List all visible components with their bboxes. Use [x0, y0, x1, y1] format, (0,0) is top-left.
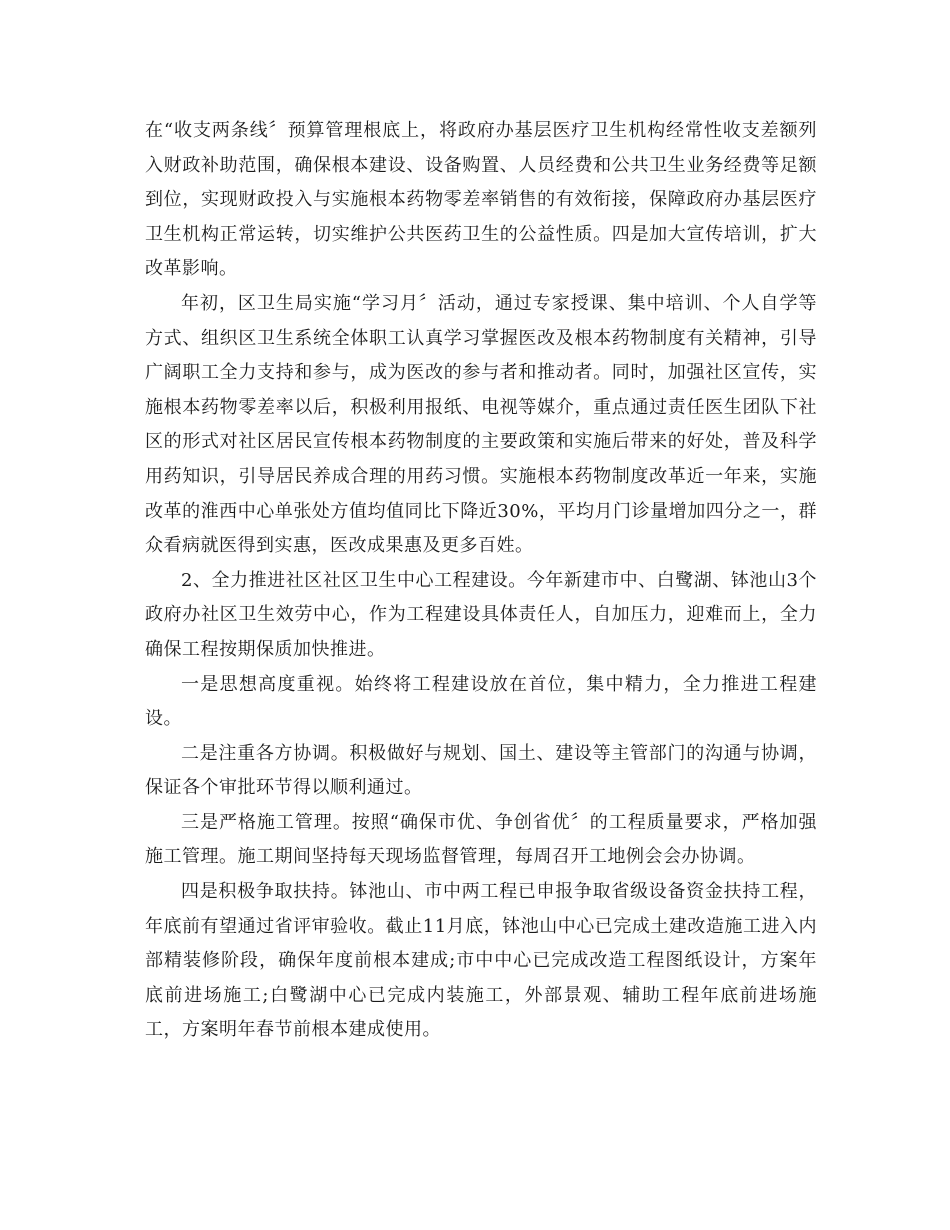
paragraph-budget-management: 在“收支两条线〞预算管理根底上，将政府办基层医疗卫生机构经常性收支差额列入财政补助范围，确保根本建设、设备购置、人员经费和公共卫生业务经费等足额到位，实现财政投入与实施根本药物零差率销售的有效衔接，保障政府办基层医疗卫生机构正常运转，切实维护公共医药卫生的公益性质。四是加大宣传培训，扩大改革影响。 — [145, 120, 817, 280]
paragraph-point-three: 三是严格施工管理。按照“确保市优、争创省优〞的工程质量要求，严格加强施工管理。施工期间坚持每天现场监督管理，每周召开工地例会会办协调。 — [145, 811, 817, 868]
paragraph-point-two: 二是注重各方协调。积极做好与规划、国土、建设等主管部门的沟通与协调，保证各个审批环节得以顺利通过。 — [145, 742, 817, 799]
paragraph-center-construction: 2、全力推进社区社区卫生中心工程建设。今年新建市中、白鹭湖、钵池山3个政府办社区卫生效劳中心，作为工程建设具体责任人，自加压力，迎难而上，全力确保工程按期保质加快推进。 — [145, 569, 817, 660]
paragraph-point-one: 一是思想高度重视。始终将工程建设放在首位，集中精力，全力推进工程建设。 — [145, 673, 817, 730]
document-body — [145, 114, 817, 1048]
paragraph-point-four: 四是积极争取扶持。钵池山、市中两工程已申报争取省级设备资金扶持工程，年底前有望通过省评审验收。截止11月底，钵池山中心已完成土建改造施工进入内部精装修阶段，确保年度前根本建成;市中中心已完成改造工程图纸设计，方案年底前进场施工;白鹭湖中心已完成内装施工，外部景观、辅助工程年底前进场施工，方案明年春节前根本建成使用。 — [145, 881, 817, 1041]
paragraph-learning-month: 年初，区卫生局实施“学习月〞活动，通过专家授课、集中培训、个人自学等方式、组织区卫生系统全体职工认真学习掌握医改及根本药物制度有关精神，引导广阔职工全力支持和参与，成为医改的参与者和推动者。同时，加强社区宣传，实施根本药物零差率以后，积极利用报纸、电视等媒介，重点通过责任医生团队下社区的形式对社区居民宣传根本药物制度的主要政策和实施后带来的好处，普及科学用药知识，引导居民养成合理的用药习惯。实施根本药物制度改革近一年来，实施改革的淮西中心单张处方值均值同比下降近30%，平均月门诊量增加四分之一，群众看病就医得到实惠，医改成果惠及更多百姓。 — [145, 292, 817, 557]
